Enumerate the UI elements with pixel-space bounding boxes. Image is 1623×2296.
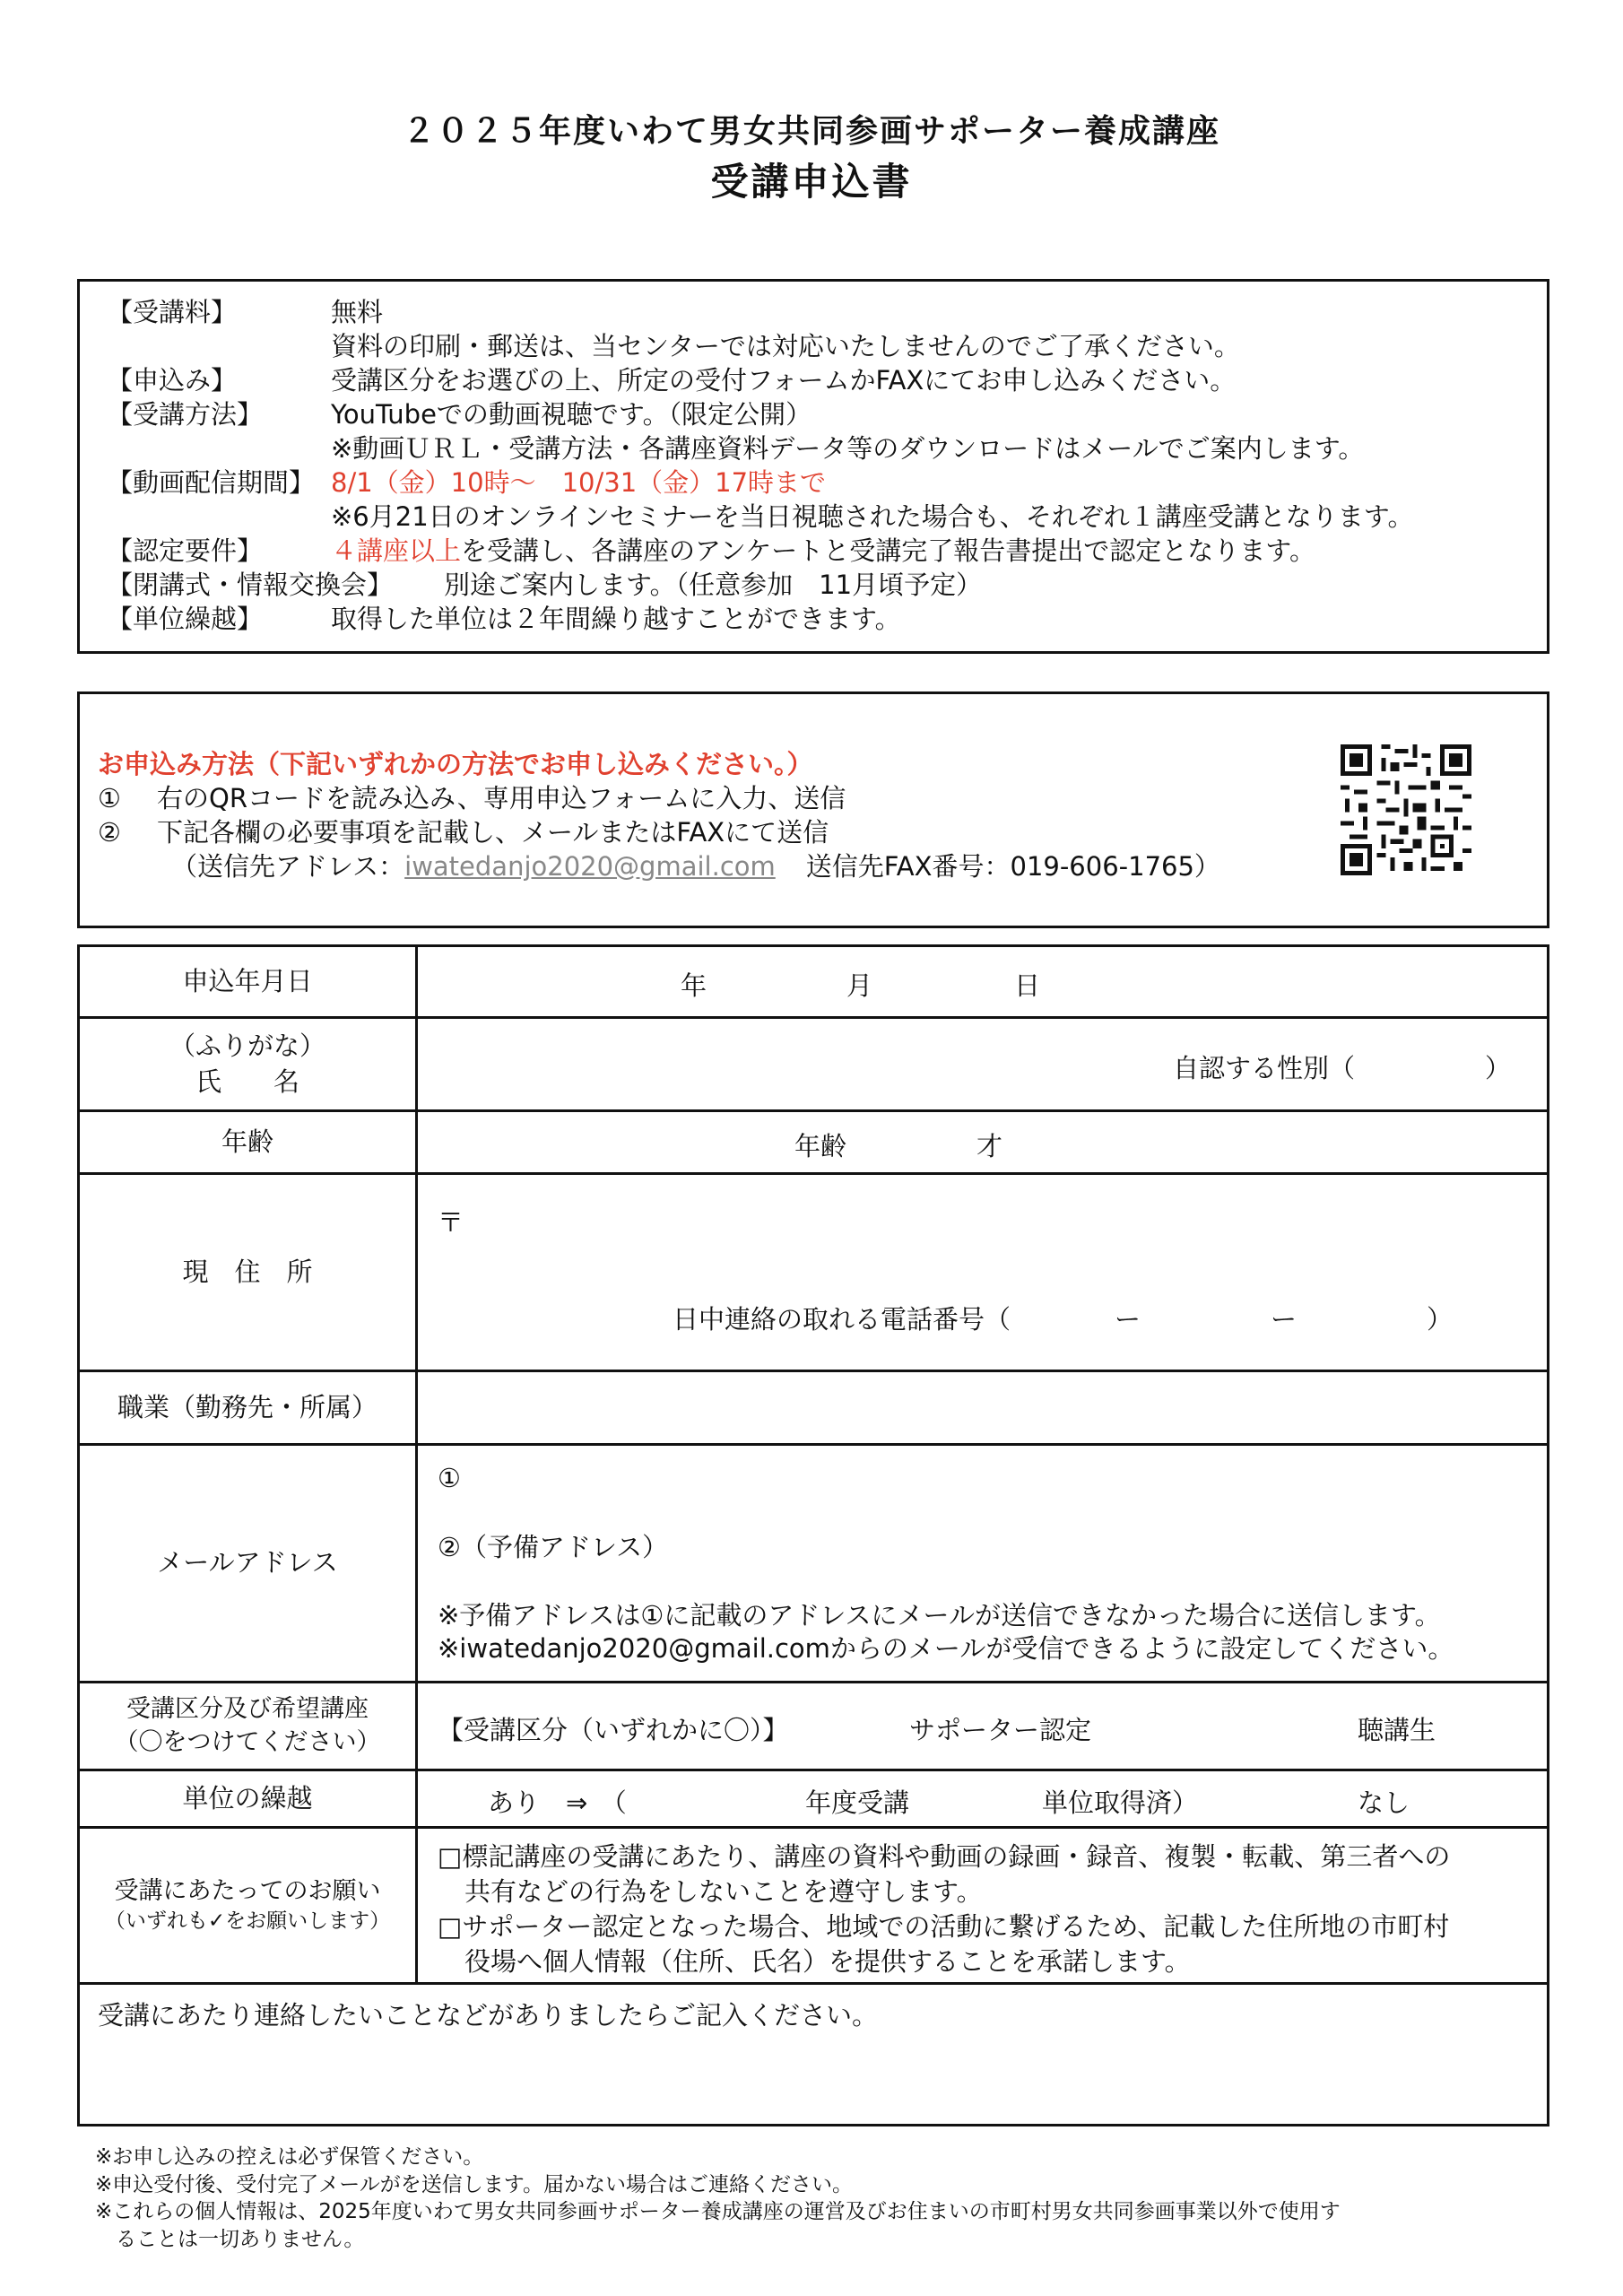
apply-step-1: ① 右のQRコードを読み込み、専用申込フォームに入力、送信	[98, 783, 846, 813]
info-method	[107, 399, 812, 430]
row-occupation	[79, 1371, 1549, 1445]
address-field[interactable]	[417, 1174, 1549, 1371]
note-3: ※これらの個人情報は、2025年度いわて男女共同参画サポーター養成講座の運営及びお住まいの市町村男女共同参画事業以外で使用す	[95, 2200, 1341, 2224]
method-value: YouTubeでの動画視聴です。（限定公開）	[331, 399, 812, 430]
email-note-1: ※予備アドレスは①に記載のアドレスにメールが送信できなかった場合に送信します。	[438, 1599, 1441, 1631]
course-field	[417, 1683, 1549, 1770]
info-apply	[107, 365, 1237, 396]
closing-label: 【閉講式・情報交換会】	[107, 570, 394, 600]
period-note: ※6月21日のオンラインセミナーを当日視聴された場合も、それぞれ１講座受講となります。	[331, 501, 1414, 532]
age-field[interactable]: 年齢 才	[417, 1111, 1549, 1174]
carry-yes[interactable]: あり ⇒ （	[488, 1787, 627, 1818]
phone-field[interactable]: 日中連絡の取れる電話番号（ ー ー ）	[673, 1303, 1454, 1335]
address-label: 現 住 所	[79, 1174, 417, 1371]
info-fee	[107, 297, 384, 327]
carry-no[interactable]: なし	[1358, 1787, 1410, 1818]
email-link[interactable]: iwatedanjo2020@gmail.com	[404, 851, 776, 882]
document-subtitle: 受講申込書	[710, 160, 913, 204]
info-fee-note	[107, 331, 1240, 361]
course-label: 受講区分及び希望講座 （〇をつけてください）	[79, 1683, 417, 1770]
occupation-field[interactable]	[417, 1371, 1549, 1445]
period-value: 8/1（金）10時～ 10/31（金）17時まで	[331, 467, 827, 498]
email-1: ①	[438, 1462, 461, 1493]
gender-field[interactable]: 自認する性別（ ）	[1173, 1052, 1512, 1083]
request-checkbox-1[interactable]: □標記講座の受講にあたり、講座の資料や動画の録画・録音、複製・転載、第三者への	[438, 1840, 1451, 1872]
request-field: □標記講座の受講にあたり、講座の資料や動画の録画・録音、複製・転載、第三者への 共有などの行為をしないことを遵守します。 □サポーター認定となった場合、地域での活動に繋げるため、記載した住所地の市町村 役場へ個人情報（住所、氏名）を提供することを承諾します。	[417, 1828, 1549, 1984]
row-name	[79, 1018, 1549, 1111]
apply-value: 受講区分をお選びの上、所定の受付フォームかFAXにてお申し込みください。	[331, 365, 1237, 396]
course-option-supporter[interactable]: サポーター認定	[909, 1714, 1092, 1745]
credit-label: 【単位繰越】	[107, 604, 264, 634]
row-credit-carryover	[79, 1770, 1549, 1828]
course-type-label: 【受講区分（いずれかに〇）】	[438, 1714, 789, 1745]
apply-label: 【申込み】	[107, 365, 238, 396]
row-email	[79, 1445, 1549, 1683]
apply-contact: （送信先アドレス：iwatedanjo2020@gmail.com 送信先FAX番号：019-606-1765）	[171, 851, 1220, 882]
date-label: 申込年月日	[79, 946, 417, 1018]
name-label: （ふりがな） 氏 名	[79, 1018, 417, 1111]
closing-value: 別途ご案内します。（任意参加 11月頃予定）	[444, 570, 983, 600]
postal-mark: 〒	[438, 1206, 464, 1238]
info-cert	[107, 535, 1315, 566]
fee-label: 【受講料】	[107, 297, 238, 327]
note-4: ることは一切ありません。	[95, 2227, 365, 2251]
fax-number: 送信先FAX番号：019-606-1765）	[805, 851, 1220, 882]
method-note: ※動画ＵＲＬ・受講方法・各講座資料データ等のダウンロードはメールでご案内します。	[331, 433, 1365, 464]
application-form-table	[77, 944, 1549, 2126]
row-course	[79, 1683, 1549, 1770]
date-field[interactable]: 年 月 日	[417, 946, 1549, 1018]
period-label: 【動画配信期間】	[107, 467, 316, 498]
carry-label: 単位の繰越	[79, 1770, 417, 1828]
occupation-label: 職業（勤務先・所属）	[79, 1371, 417, 1445]
credit-value: 取得した単位は２年間繰り越すことができます。	[331, 604, 901, 634]
row-requests	[79, 1828, 1549, 1984]
cert-label: 【認定要件】	[107, 535, 264, 566]
apply-heading: お申込み方法（下記いずれかの方法でお申し込みください。）	[98, 749, 813, 779]
note-2: ※申込受付後、受付完了メールがを送信します。届かない場合はご連絡ください。	[95, 2172, 853, 2196]
apply-step-2: ② 下記各欄の必要事項を記載し、メールまたはFAXにて送信	[98, 817, 829, 848]
comment-label: 受講にあたり連絡したいことなどがありましたらご記入ください。	[98, 2000, 879, 2031]
fee-value: 無料	[331, 297, 384, 327]
carry-year: 年度受講	[805, 1787, 910, 1818]
course-info-box	[77, 279, 1549, 654]
footer-notes	[95, 2144, 1341, 2253]
email-field[interactable]	[417, 1445, 1549, 1683]
age-label: 年齢	[79, 1111, 417, 1174]
row-comments	[79, 1984, 1549, 2126]
request-checkbox-2[interactable]: □サポーター認定となった場合、地域での活動に繋げるため、記載した住所地の市町村	[438, 1910, 1450, 1942]
info-closing	[107, 572, 982, 598]
application-method-box	[77, 691, 1549, 928]
request-label: 受講にあたってのお願い （いずれも✓をお願いします）	[79, 1828, 417, 1984]
fee-note: 資料の印刷・郵送は、当センターでは対応いたしませんのでご了承ください。	[331, 331, 1240, 361]
row-age	[79, 1111, 1549, 1174]
info-credit	[107, 606, 901, 632]
info-period	[107, 467, 827, 498]
method-label: 【受講方法】	[107, 399, 264, 430]
row-application-date	[79, 946, 1549, 1018]
email-2-backup: ②（予備アドレス）	[438, 1531, 669, 1562]
email-label: メールアドレス	[79, 1445, 417, 1683]
note-1: ※お申し込みの控えは必ず保管ください。	[95, 2145, 484, 2169]
cert-value-red: ４講座以上	[331, 535, 462, 566]
document-title: ２０２５年度いわて男女共同参画サポーター養成講座	[402, 113, 1220, 150]
comment-field[interactable]	[79, 1984, 1549, 2126]
carry-done: 単位取得済）	[1042, 1787, 1199, 1818]
row-address	[79, 1174, 1549, 1371]
email-note-2: ※iwatedanjo2020@gmail.comからのメールが受信できるように設定してください。	[438, 1632, 1454, 1664]
course-option-auditor[interactable]: 聴講生	[1358, 1714, 1436, 1745]
carry-field	[417, 1770, 1549, 1828]
info-period-note	[107, 501, 1414, 532]
name-field[interactable]	[417, 1018, 1549, 1111]
info-method-note	[107, 433, 1365, 464]
cert-value: を受講し、各講座のアンケートと受講完了報告書提出で認定となります。	[461, 535, 1315, 566]
qr-code-icon[interactable]	[1341, 744, 1471, 875]
